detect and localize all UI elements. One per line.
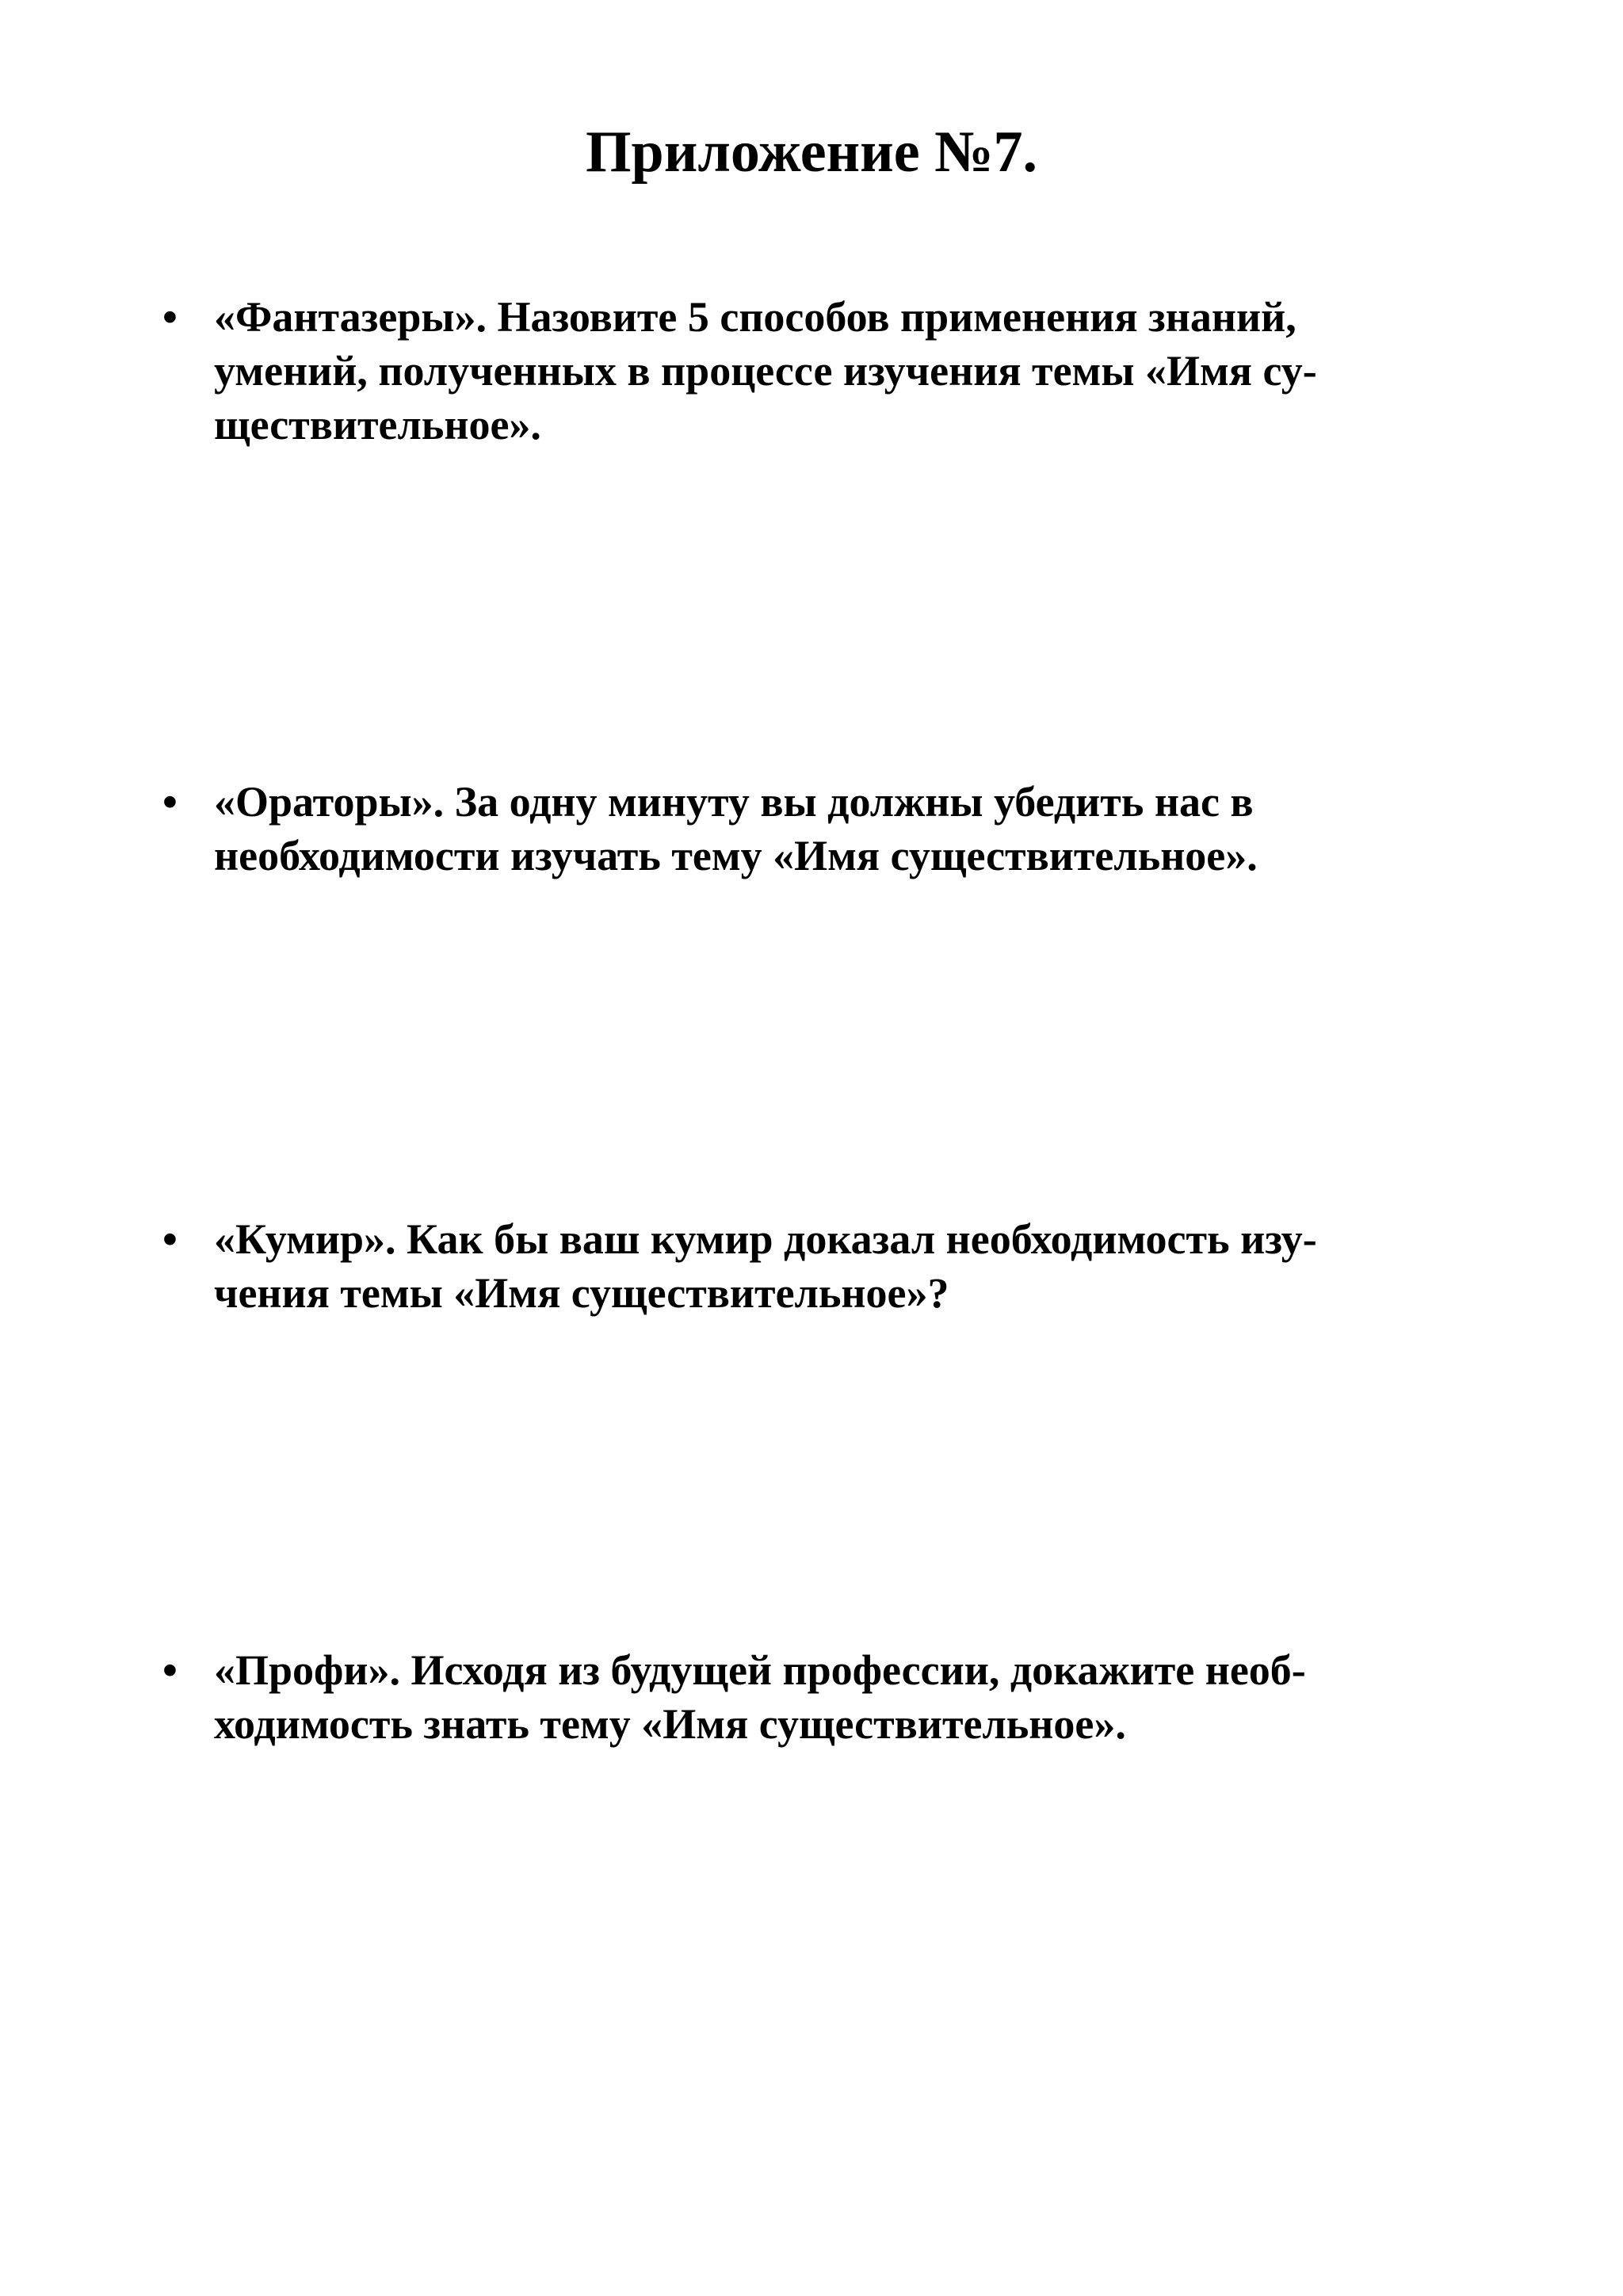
task-text: «Ораторы». За одну минуту вы должны убедить нас в необходимости изучать тему «Имя существительное».	[214, 778, 1258, 879]
bullet-icon: •	[162, 778, 178, 826]
task-text: «Профи». Исходя из будущей профессии, докажите необ- ходимость знать тему «Имя существительное».	[214, 1646, 1306, 1748]
bullet-icon: •	[162, 293, 178, 341]
task-text: «Кумир». Как бы ваш кумир доказал необходимость изу- чения темы «Имя существительное»?	[214, 1215, 1317, 1317]
bullet-icon: •	[162, 1215, 178, 1263]
task-text: «Фантазеры». Назовите 5 способов применения знаний, умений, полученных в процессе изучения темы «Имя су- ществительное».	[214, 293, 1317, 448]
bullet-icon: •	[162, 1646, 178, 1694]
page-title: Приложение №7.	[585, 120, 1038, 185]
